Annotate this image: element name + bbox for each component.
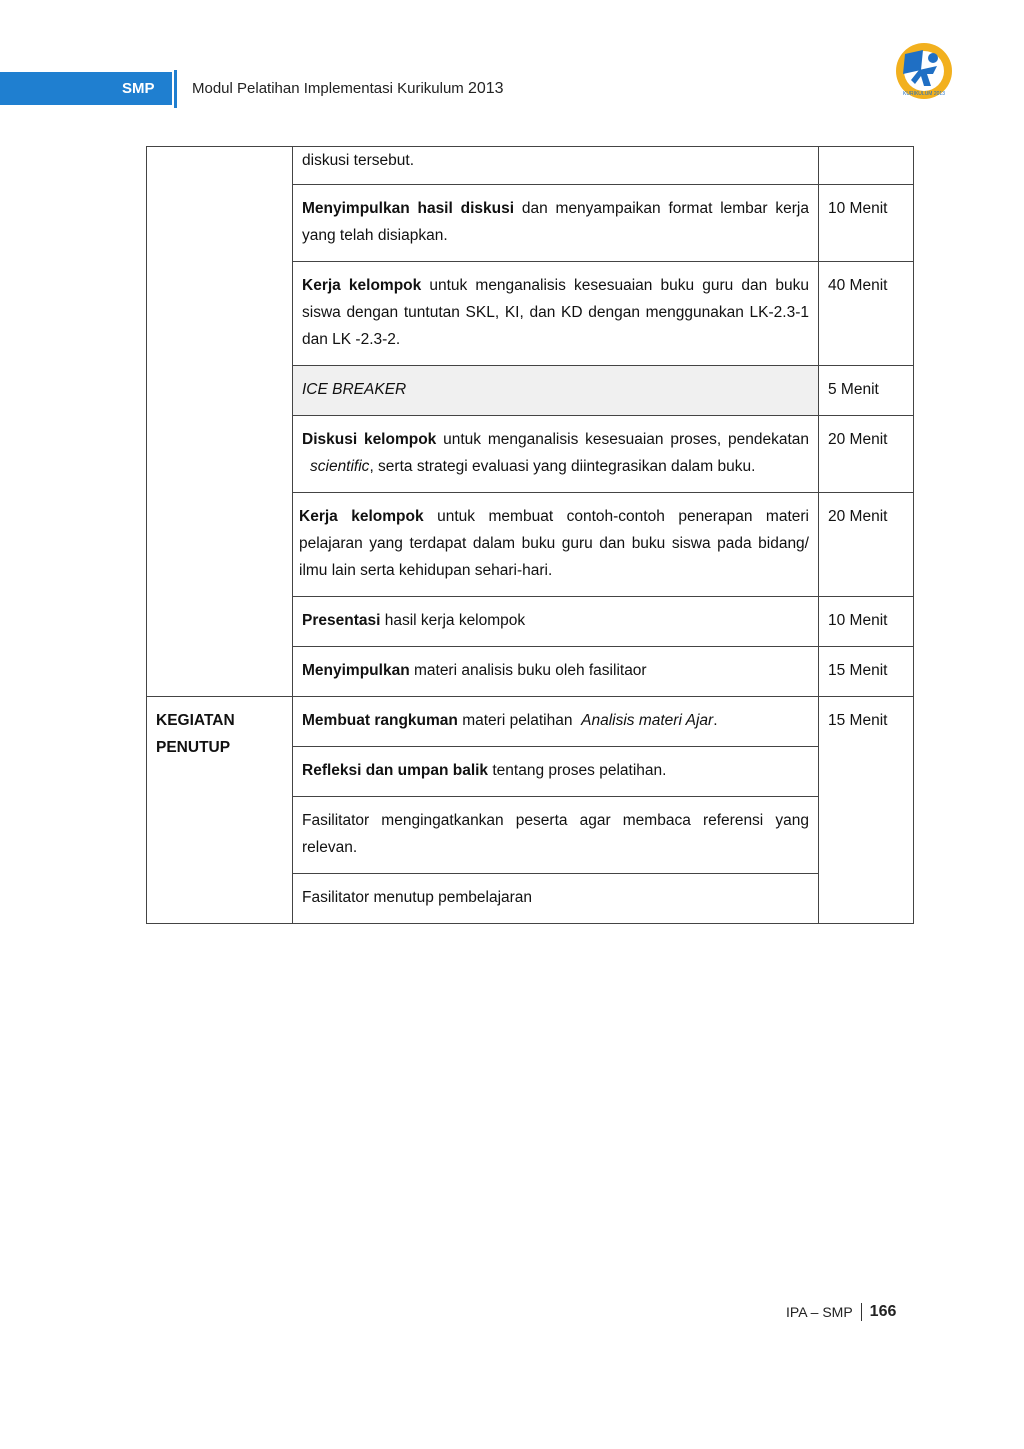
stage-cell-closing: KEGIATAN PENUTUP [147, 697, 293, 924]
header-year: 2013 [467, 80, 504, 97]
activity-cell: Presentasi hasil kerja kelompok [293, 597, 819, 647]
time-cell: 15 Menit [819, 647, 914, 697]
header-title: Modul Pelatihan Implementasi Kurikulum [192, 80, 464, 97]
kurikulum-logo-icon [893, 40, 955, 102]
time-cell: 40 Menit [819, 262, 914, 366]
footer-label: IPA – SMP [786, 1304, 853, 1320]
time-cell: 10 Menit [819, 597, 914, 647]
stage-cell-empty [147, 147, 293, 697]
header-separator [174, 70, 177, 108]
header-title-wrap [192, 80, 504, 98]
page-footer [786, 1303, 896, 1321]
time-cell: 5 Menit [819, 366, 914, 416]
activity-cell: diskusi tersebut. [293, 147, 819, 185]
time-cell: 15 Menit [819, 697, 914, 924]
activity-cell: Membuat rangkuman materi pelatihan Analisis materi Ajar. [293, 697, 819, 747]
footer-divider [861, 1303, 862, 1321]
table-row [147, 147, 914, 185]
activity-cell: Fasilitator mengingatkankan peserta agar membaca referensi yang relevan. [293, 797, 819, 874]
activity-cell: Refleksi dan umpan balik tentang proses pelatihan. [293, 747, 819, 797]
time-cell: 10 Menit [819, 185, 914, 262]
header-badge: SMP [122, 80, 155, 97]
activity-cell: Fasilitator menutup pembelajaran [293, 874, 819, 924]
logo-text: KURIKULUM 2013 [903, 91, 945, 97]
time-cell: 20 Menit [819, 416, 914, 493]
activity-cell: Menyimpulkan materi analisis buku oleh fasilitaor [293, 647, 819, 697]
activity-cell: Kerja kelompok untuk membuat contoh-contoh penerapan materi pelajaran yang terdapat dalam buku guru dan buku siswa pada bidang/ ilmu lain serta kehidupan sehari-hari. [293, 493, 819, 597]
activity-cell: Kerja kelompok untuk menganalisis kesesuaian buku guru dan buku siswa dengan tuntutan SKL, KI, dan KD dengan menggunakan LK-2.3-1 dan LK -2.3-2. [293, 262, 819, 366]
activity-table [146, 146, 914, 924]
time-cell [819, 147, 914, 185]
activity-cell: Diskusi kelompok untuk menganalisis kesesuaian proses, pendekatan scientific, serta strategi evaluasi yang diintegrasikan dalam buku. [293, 416, 819, 493]
table-row [147, 697, 914, 747]
activity-cell: ICE BREAKER [293, 366, 819, 416]
time-cell: 20 Menit [819, 493, 914, 597]
page-number: 166 [869, 1303, 897, 1320]
activity-cell: Menyimpulkan hasil diskusi dan menyampaikan format lembar kerja yang telah disiapkan. [293, 185, 819, 262]
